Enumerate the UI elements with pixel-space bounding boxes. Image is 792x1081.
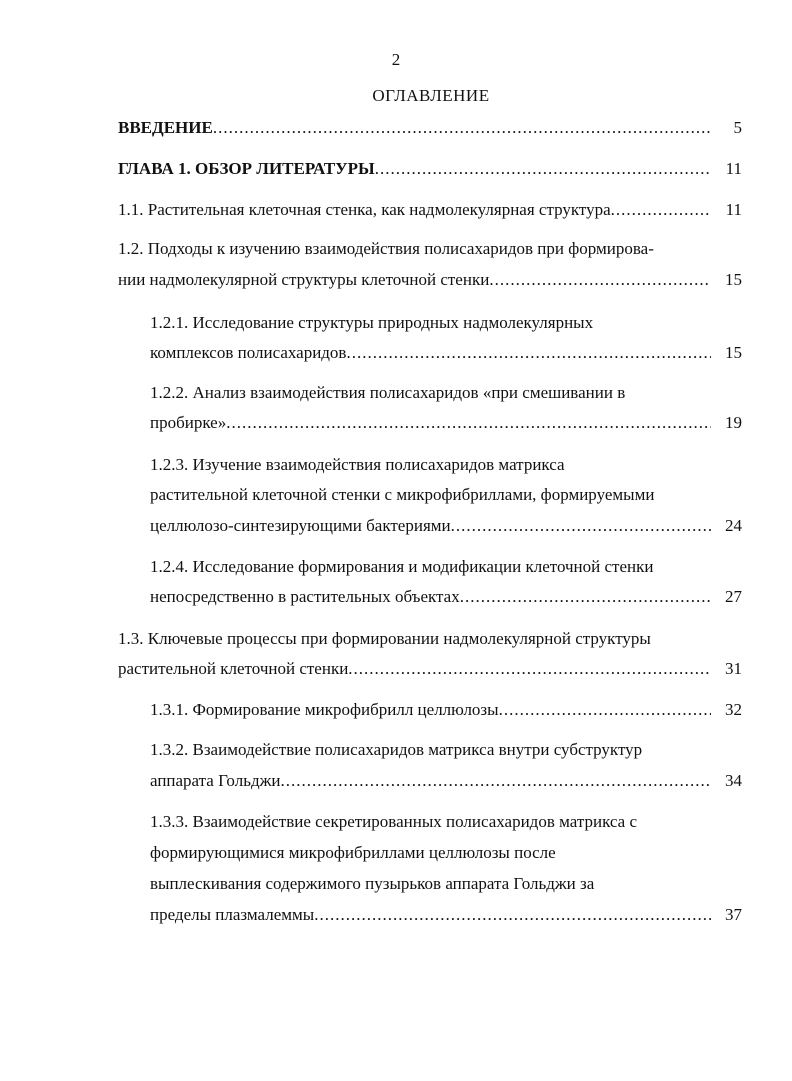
toc-entry-label: 1.3.2. Взаимодействие полисахаридов матрикса внутри субструктур (150, 740, 643, 759)
toc-entry-label: растительной клеточной стенки (118, 659, 349, 678)
toc-entry-label: 1.2.2. Анализ взаимодействия полисахаридов «при смешивании в (150, 383, 626, 402)
toc-entry-label: пробирке» (150, 413, 227, 432)
toc-entry-label: 1.2.3. Изучение взаимодействия полисахаридов матрикса (150, 455, 565, 474)
dot-leader (611, 198, 711, 222)
toc-entry-label: формирующимися микрофибриллами целлюлозы после (150, 843, 556, 862)
toc-page-number: 37 (725, 905, 742, 924)
toc-entry-label: ГЛАВА 1. ОБЗОР ЛИТЕРАТУРЫ (118, 159, 375, 178)
toc-page-number: 15 (725, 270, 742, 289)
toc-page-number: 24 (725, 516, 742, 535)
dot-leader (489, 268, 711, 292)
dot-leader (375, 157, 711, 181)
toc-entry-label: пределы плазмалеммы (150, 905, 315, 924)
page-number: 2 (391, 50, 401, 69)
toc-page-number: 34 (725, 771, 742, 790)
dot-leader (346, 341, 711, 365)
dot-leader (226, 411, 711, 435)
dot-leader (499, 698, 711, 722)
toc-entry-label: 1.2.4. Исследование формирования и модификации клеточной стенки (150, 557, 654, 576)
toc-entry-label: 1.3. Ключевые процессы при формировании надмолекулярной структуры (118, 629, 651, 648)
dot-leader (280, 769, 711, 793)
toc-entry-label: ВВЕДЕНИЕ (118, 118, 213, 137)
toc-entry-label: 1.2.1. Исследование структуры природных надмолекулярных (150, 313, 594, 332)
toc-page-number: 31 (725, 659, 742, 678)
toc-page-number: 32 (725, 700, 742, 719)
dot-leader (348, 657, 711, 681)
toc-entry-label: целлюлозо-синтезирующими бактериями (150, 516, 451, 535)
dot-leader (213, 116, 711, 140)
toc-page-number: 11 (725, 200, 742, 219)
dot-leader (451, 514, 711, 538)
toc-entry-label: 1.2. Подходы к изучению взаимодействия полисахаридов при формирова- (118, 239, 654, 258)
toc-entry-label: 1.3.1. Формирование микрофибрилл целлюлозы (150, 700, 499, 719)
toc-entry-label: растительной клеточной стенки с микрофибриллами, формируемыми (150, 485, 655, 504)
toc-entry-label: 1.3.3. Взаимодействие секретированных полисахаридов матрикса с (150, 812, 638, 831)
toc-page-number: 27 (725, 587, 742, 606)
toc-entry-label: аппарата Гольджи (150, 771, 281, 790)
toc-entry-label: непосредственно в растительных объектах (150, 587, 460, 606)
dot-leader (314, 903, 711, 927)
toc-title: ОГЛАВЛЕНИЕ (372, 86, 490, 105)
toc-entry-label: нии надмолекулярной структуры клеточной стенки (118, 270, 490, 289)
toc-entry-label: 1.1. Растительная клеточная стенка, как надмолекулярная структура (118, 200, 611, 219)
dot-leader (460, 585, 711, 609)
toc-page-number: 5 (733, 118, 742, 137)
toc-page-number: 11 (725, 159, 742, 178)
toc-entry-label: комплексов полисахаридов (150, 343, 347, 362)
toc-entry-label: выплескивания содержимого пузырьков аппарата Гольджи за (150, 874, 595, 893)
toc-page-number: 15 (725, 343, 742, 362)
toc-page-number: 19 (725, 413, 742, 432)
